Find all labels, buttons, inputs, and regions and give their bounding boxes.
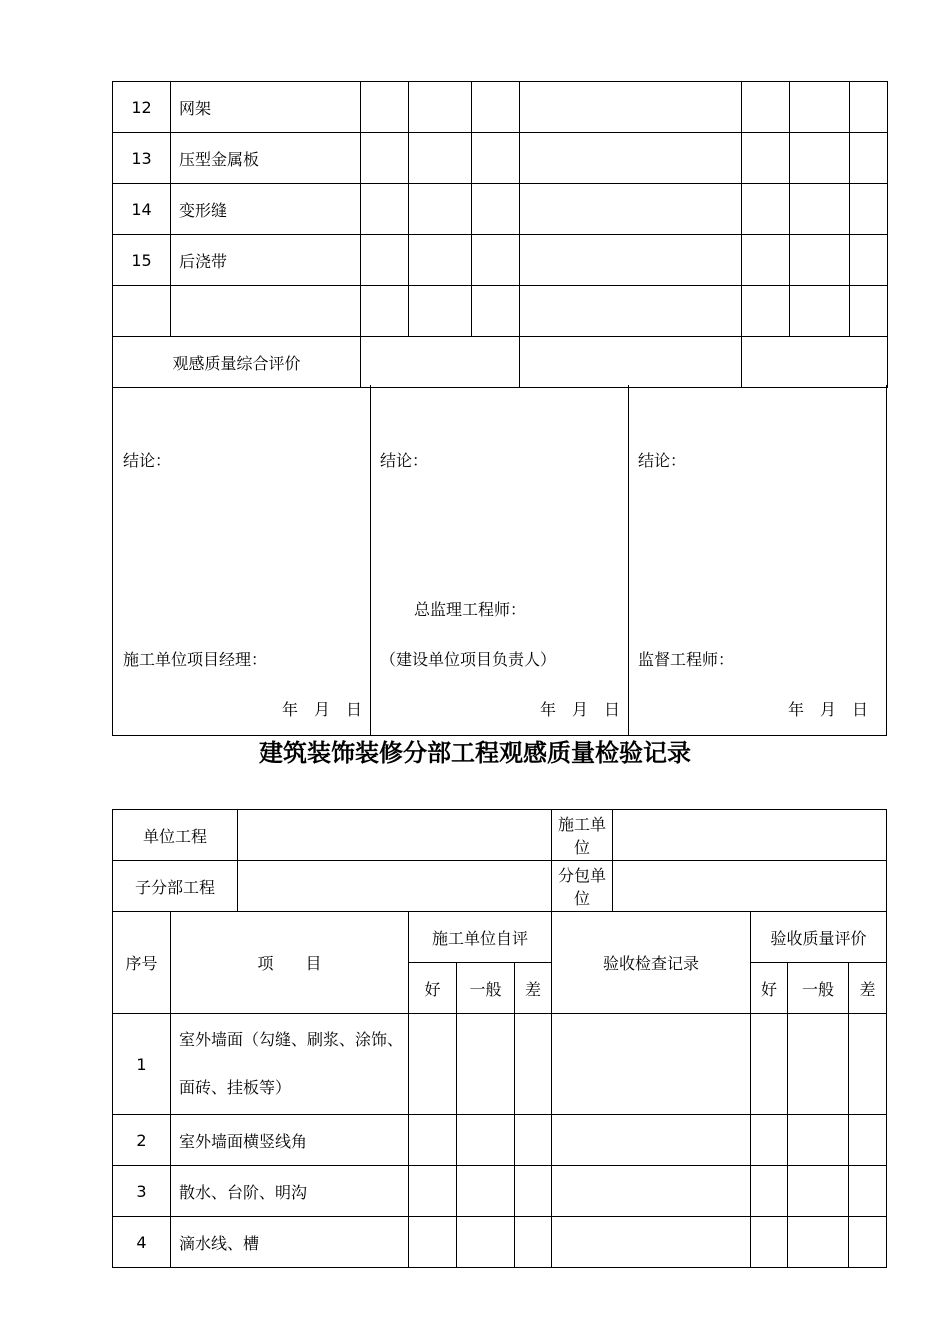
owner-representative-label: （建设单位项目负责人） [380, 650, 557, 669]
overall-evaluation-label: 观感质量综合评价 [113, 337, 361, 388]
row-number: 2 [113, 1115, 171, 1166]
row-item: 压型金属板 [171, 133, 361, 184]
row-item-line1: 室外墙面（勾缝、刷浆、涂饰、 [179, 1030, 404, 1049]
row-number: 15 [113, 235, 171, 286]
blank-cell[interactable] [457, 1115, 515, 1166]
top-inspection-table [112, 81, 888, 388]
self-evaluation-cell[interactable] [361, 337, 520, 388]
blank-cell[interactable] [790, 133, 850, 184]
blank-cell[interactable] [742, 184, 790, 235]
blank-cell[interactable] [409, 184, 472, 235]
table-row [113, 1115, 887, 1166]
blank-cell[interactable] [409, 235, 472, 286]
sub-project-value[interactable] [238, 861, 552, 912]
blank-cell[interactable] [788, 1166, 849, 1217]
blank-cell[interactable] [742, 82, 790, 133]
bottom-inspection-table [112, 809, 887, 1268]
blank-cell[interactable] [457, 1166, 515, 1217]
blank-cell[interactable] [409, 1115, 457, 1166]
blank-cell[interactable] [788, 1014, 849, 1115]
blank-cell[interactable] [520, 184, 742, 235]
construction-unit-label: 施工单位 [552, 810, 613, 861]
blank-cell[interactable] [472, 133, 520, 184]
conclusion-label: 结论： [638, 451, 687, 470]
header-row [113, 810, 887, 861]
signature-block [112, 385, 887, 736]
blank-cell[interactable] [472, 82, 520, 133]
row-item [171, 286, 361, 337]
blank-cell[interactable] [515, 1014, 552, 1115]
grade-fair-header: 一般 [788, 963, 849, 1014]
blank-cell[interactable] [849, 1014, 887, 1115]
row-number: 4 [113, 1217, 171, 1268]
table-row [113, 184, 888, 235]
blank-cell[interactable] [515, 1115, 552, 1166]
table-row [113, 1217, 887, 1268]
col-acceptance-header: 验收质量评价 [751, 912, 887, 963]
blank-cell[interactable] [409, 286, 472, 337]
blank-cell[interactable] [552, 1217, 751, 1268]
blank-cell[interactable] [552, 1014, 751, 1115]
row-number: 14 [113, 184, 171, 235]
blank-cell[interactable] [361, 184, 409, 235]
table-row [113, 82, 888, 133]
signature-cell-supervisor [370, 385, 628, 735]
blank-cell[interactable] [849, 1115, 887, 1166]
row-number: 3 [113, 1166, 171, 1217]
blank-cell[interactable] [790, 286, 850, 337]
grade-good-header: 好 [751, 963, 788, 1014]
conclusion-label: 结论： [380, 451, 429, 470]
blank-cell[interactable] [520, 82, 742, 133]
blank-cell[interactable] [850, 133, 888, 184]
overall-evaluation-row [113, 337, 888, 388]
blank-cell[interactable] [850, 184, 888, 235]
unit-project-value[interactable] [238, 810, 552, 861]
row-number: 1 [113, 1014, 171, 1115]
blank-cell[interactable] [849, 1217, 887, 1268]
table-row [113, 133, 888, 184]
blank-cell[interactable] [472, 184, 520, 235]
blank-cell[interactable] [361, 82, 409, 133]
blank-cell[interactable] [472, 286, 520, 337]
row-item: 滴水线、槽 [171, 1217, 409, 1268]
blank-cell[interactable] [457, 1014, 515, 1115]
blank-cell[interactable] [742, 235, 790, 286]
header-row [113, 861, 887, 912]
blank-cell[interactable] [850, 286, 888, 337]
date-label: 年 月 日 [281, 700, 362, 719]
blank-cell[interactable] [409, 133, 472, 184]
blank-cell[interactable] [409, 82, 472, 133]
blank-cell[interactable] [788, 1115, 849, 1166]
col-record-header: 验收检查记录 [552, 912, 751, 1014]
date-label: 年 月 日 [539, 700, 620, 719]
blank-cell[interactable] [552, 1166, 751, 1217]
row-item [171, 1014, 409, 1115]
blank-cell[interactable] [472, 235, 520, 286]
col-self-eval-header: 施工单位自评 [409, 912, 552, 963]
row-number: 12 [113, 82, 171, 133]
blank-cell[interactable] [788, 1217, 849, 1268]
blank-cell[interactable] [409, 1014, 457, 1115]
row-number: 13 [113, 133, 171, 184]
blank-cell[interactable] [751, 1166, 788, 1217]
blank-cell[interactable] [457, 1217, 515, 1268]
blank-cell[interactable] [361, 235, 409, 286]
blank-cell[interactable] [849, 1166, 887, 1217]
col-number-header: 序号 [113, 912, 171, 1014]
blank-cell[interactable] [751, 1217, 788, 1268]
unit-project-label: 单位工程 [113, 810, 238, 861]
subcontract-unit-value[interactable] [613, 861, 887, 912]
record-cell[interactable] [520, 337, 742, 388]
blank-cell[interactable] [520, 133, 742, 184]
blank-cell[interactable] [790, 184, 850, 235]
sub-project-label: 子分部工程 [113, 861, 238, 912]
blank-cell[interactable] [409, 1217, 457, 1268]
row-item: 散水、台阶、明沟 [171, 1166, 409, 1217]
blank-cell[interactable] [361, 133, 409, 184]
construction-unit-value[interactable] [613, 810, 887, 861]
blank-cell[interactable] [742, 286, 790, 337]
blank-cell[interactable] [850, 82, 888, 133]
row-item: 后浇带 [171, 235, 361, 286]
grade-poor-header: 差 [515, 963, 552, 1014]
col-item-header: 项 目 [171, 912, 409, 1014]
acceptance-evaluation-cell[interactable] [742, 337, 888, 388]
signature-cell-contractor [113, 385, 370, 735]
subcontract-unit-label: 分包单位 [552, 861, 613, 912]
inspection-engineer-label: 监督工程师： [638, 650, 735, 669]
blank-cell[interactable] [361, 286, 409, 337]
row-item: 网架 [171, 82, 361, 133]
contractor-manager-label: 施工单位项目经理： [123, 650, 268, 669]
grade-fair-header: 一般 [457, 963, 515, 1014]
blank-cell[interactable] [790, 82, 850, 133]
blank-cell[interactable] [409, 1166, 457, 1217]
column-header-row [113, 912, 887, 963]
blank-cell[interactable] [520, 286, 742, 337]
signature-cell-inspector [628, 385, 886, 735]
blank-cell[interactable] [520, 235, 742, 286]
table-row [113, 1014, 887, 1115]
row-item-line2: 面砖、挂板等） [179, 1078, 292, 1097]
blank-cell[interactable] [751, 1115, 788, 1166]
row-number [113, 286, 171, 337]
blank-cell[interactable] [742, 133, 790, 184]
blank-cell[interactable] [552, 1115, 751, 1166]
grade-good-header: 好 [409, 963, 457, 1014]
row-item: 室外墙面横竖线角 [171, 1115, 409, 1166]
grade-poor-header: 差 [849, 963, 887, 1014]
row-item: 变形缝 [171, 184, 361, 235]
blank-cell[interactable] [790, 235, 850, 286]
table-row [113, 1166, 887, 1217]
chief-supervisor-label: 总监理工程师： [414, 600, 527, 619]
blank-cell[interactable] [751, 1014, 788, 1115]
blank-cell[interactable] [515, 1217, 552, 1268]
blank-cell[interactable] [850, 235, 888, 286]
table-row [113, 286, 888, 337]
table-row [113, 235, 888, 286]
conclusion-label: 结论： [123, 451, 172, 470]
page-title: 建筑装饰装修分部工程观感质量检验记录 [259, 739, 691, 767]
date-label: 年 月 日 [787, 700, 868, 719]
blank-cell[interactable] [515, 1166, 552, 1217]
